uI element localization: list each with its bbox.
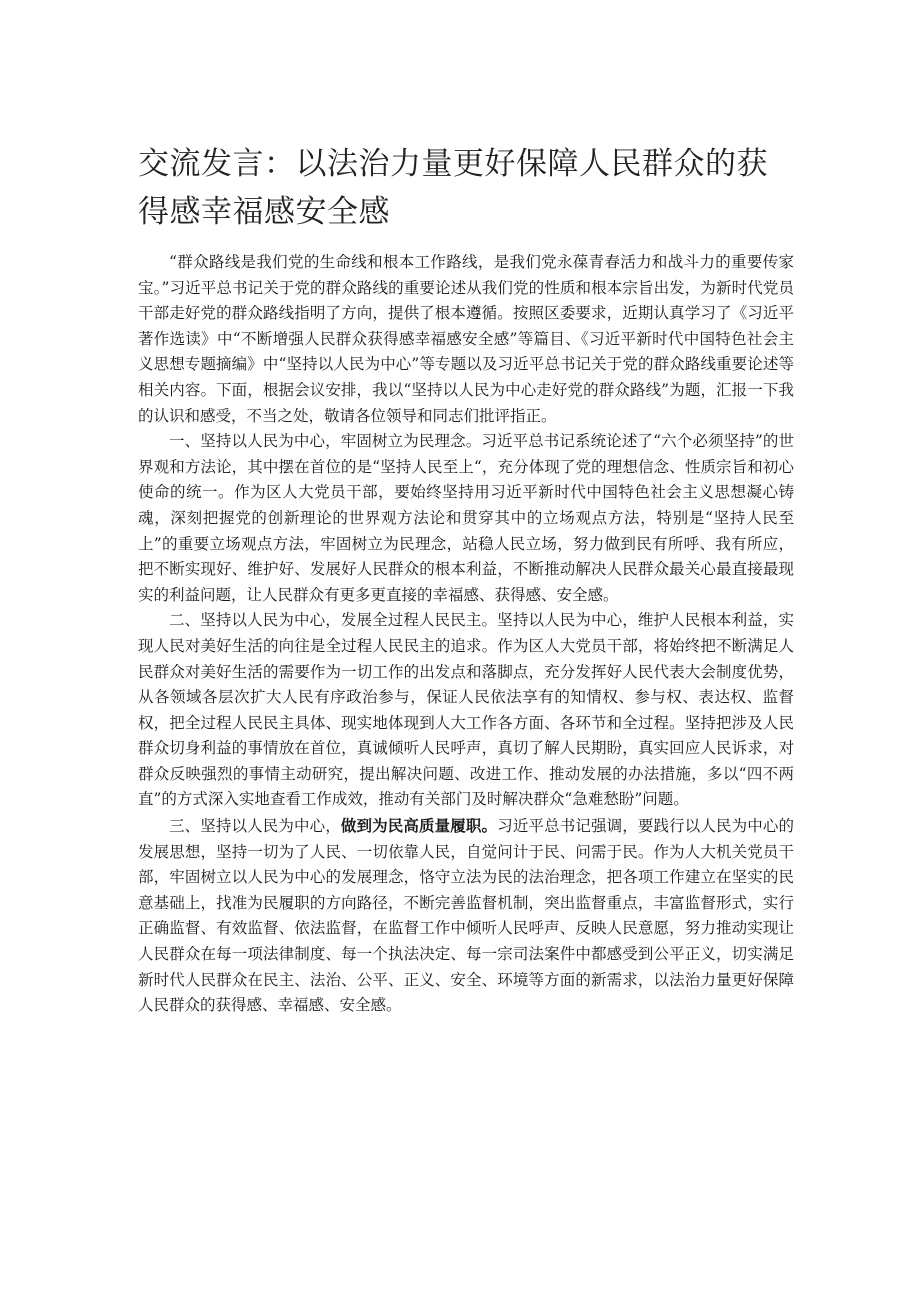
paragraph-section-two <box>138 608 794 813</box>
paragraph-section-two-text: 二、坚持以人民为中心，发展全过程人民民主。坚持以人民为中心，维护人民根本利益，实现人民对美好生活的向往是全过程人民民主的追求。作为区人大党员干部，将始终把不断满足人民群众对美好生活的需要作为一切工作的出发点和落脚点，充分发挥好人民代表大会制度优势，从各领域各层次扩大人民有序政治参与，保证人民依法享有的知情权、参与权、表达权、监督权，把全过程人民民主具体、现实地体现到人大工作各方面、各环节和全过程。坚持把涉及人民群众切身利益的事情放在首位，真诚倾听人民呼声，真切了解人民期盼，真实回应人民诉求，对群众反映强烈的事情主动研究，提出解决问题、改进工作、推动发展的办法措施，多以“四不两直”的方式深入实地查看工作成效，推动有关部门及时解决群众“急难愁盼”问题。 <box>138 611 794 809</box>
paragraph-section-three-heading: 做到为民高质量履职。 <box>340 816 498 836</box>
paragraph-section-one-text: 一、坚持以人民为中心，牢固树立为民理念。习近平总书记系统论述了“六个必须坚持”的世界观和方法论，其中摆在首位的是“坚持人民至上“，充分体现了党的理想信念、性质宗旨和初心使命的统一。作为区人大党员干部，要始终坚持用习近平新时代中国特色社会主义思想凝心铸魂，深刻把握党的创新理论的世界观方法论和贯穿其中的立场观点方法，特别是“坚持人民至上”的重要立场观点方法，牢固树立为民理念，站稳人民立场，努力做到民有所呼、我有所应，把不断实现好、维护好、发展好人民群众的根本利益，不断推动解决人民群众最关心最直接最现实的利益问题，让人民群众有更多更直接的幸福感、获得感、安全感。 <box>138 432 794 604</box>
paragraph-intro-text: “群众路线是我们党的生命线和根本工作路线，是我们党永葆青春活力和战斗力的重要传家宝。”习近平总书记关于党的群众路线的重要论述从我们党的性质和根本宗旨出发，为新时代党员干部走好党的群众路线指明了方向，提供了根本遵循。按照区委要求，近期认真学习了《习近平著作选读》中“不断增强人民群众获得感幸福感安全感”等篇目、《习近平新时代中国特色社会主义思想专题摘编》中“坚持以人民为中心”等专题以及习近平总书记关于党的群众路线重要论述等相关内容。下面，根据会议安排，我以“坚持以人民为中心走好党的群众路线”为题，汇报一下我的认识和感受，不当之处，敬请各位领导和同志们批评指正。 <box>138 253 794 425</box>
paragraph-section-one <box>138 429 794 608</box>
paragraph-intro <box>138 250 794 429</box>
document-title: 交流发言：以法治力量更好保障人民群众的获得感幸福感安全感 <box>138 146 768 230</box>
document-body <box>138 250 794 1019</box>
paragraph-section-three <box>138 813 794 1019</box>
paragraph-section-three-text: 习近平总书记强调，要践行以人民为中心的发展思想，坚持一切为了人民、一切依靠人民，自觉问计于民、问需于民。作为人大机关党员干部，牢固树立以人民为中心的发展理念，恪守立法为民的法治理念，把各项工作建立在坚实的民意基础上，找准为民履职的方向路径，不断完善监督机制，突出监督重点，丰富监督形式，实行正确监督、有效监督、依法监督，在监督工作中倾听人民呼声、反映人民意愿，努力推动实现让人民群众在每一项法律制度、每一个执法决定、每一宗司法案件中都感受到公平正义，切实满足新时代人民群众在民主、法治、公平、正义、安全、环境等方面的新需求，以法治力量更好保障人民群众的获得感、幸福感、安全感。 <box>138 817 794 1015</box>
paragraph-section-three-lead: 三、坚持以人民为中心， <box>169 817 341 836</box>
